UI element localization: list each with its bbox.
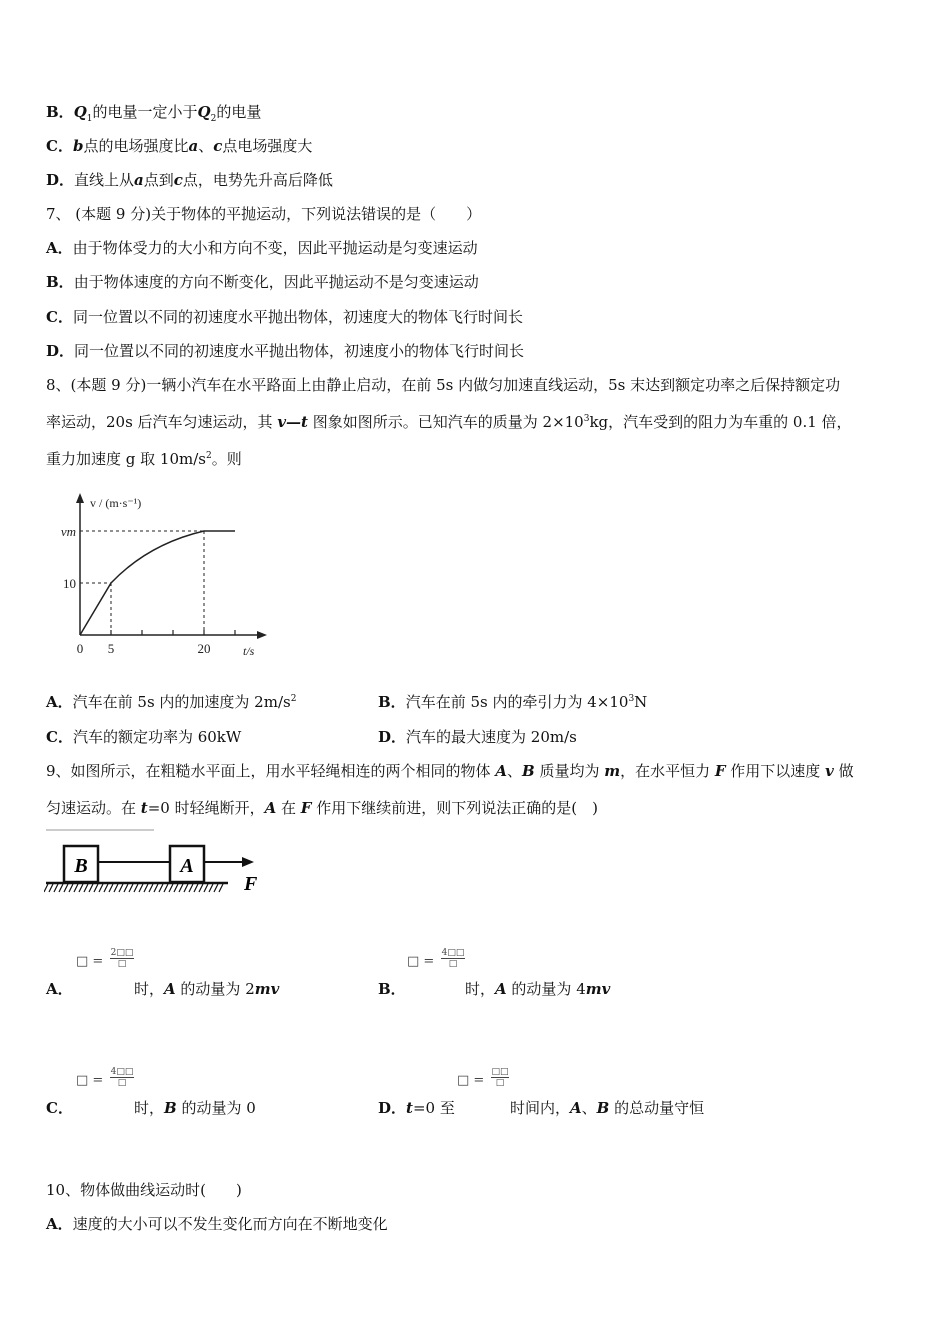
hatch-mark (204, 884, 208, 892)
vt-series-line (80, 531, 235, 635)
hatch-mark (214, 884, 218, 892)
hatch-mark (179, 884, 183, 892)
x-tick-label: 20 (197, 641, 211, 656)
q9-option-b: B． (378, 980, 406, 998)
hatch-mark (99, 884, 103, 892)
q9-option-d: D．t=0 至 (378, 1099, 455, 1117)
q7-option-a: A．由于物体受力的大小和方向不变，因此平抛运动是匀变速运动 (46, 239, 478, 257)
y-axis-arrowhead (76, 493, 84, 503)
q6-option-b: B．$Q_1$的电量一定小于$Q_2$的电量 (46, 103, 262, 124)
force-label: F (244, 873, 258, 895)
hatch-mark (154, 884, 158, 892)
hatch-mark (174, 884, 178, 892)
blocks-diagram (44, 826, 264, 898)
hatch-mark (169, 884, 173, 892)
hatch-mark (114, 884, 118, 892)
hatch-mark (89, 884, 93, 892)
q10-stem: 10、物体做曲线运动时( ) (46, 1181, 242, 1199)
hatch-mark (84, 884, 88, 892)
q7-stem: 7、 (本题 9 分)关于物体的平抛运动，下列说法错误的是（ ） (46, 205, 482, 223)
q8-option-b: B．汽车在前 5s 内的牵引力为 $4\times 10^3N$ (378, 693, 648, 711)
q7-option-b: B．由于物体速度的方向不断变化，因此平抛运动不是匀变速运动 (46, 273, 479, 291)
hatch-mark (54, 884, 58, 892)
hatch-mark (69, 884, 73, 892)
block-b-label: B (74, 855, 88, 877)
q9-option-a: A． (46, 980, 73, 998)
y-tick-label-vm: vm (60, 524, 76, 539)
hatch-mark (119, 884, 123, 892)
hatch-mark (194, 884, 198, 892)
q9-option-c-text: 时，B 的动量为 0 (134, 1099, 256, 1117)
force-arrowhead (242, 857, 254, 867)
hatch-mark (189, 884, 193, 892)
block-a-label: A (180, 855, 194, 877)
hatch-mark (139, 884, 143, 892)
x-tick-label: 5 (107, 641, 115, 656)
vt-chart (52, 485, 277, 670)
q8-stem-line1: 8、(本题 9 分)一辆小汽车在水平路面上由静止启动，在前 5s 内做匀加速直线运动，5s 末达到额定功率之后保持额定功 (46, 376, 841, 394)
y-tick-label-10: 10 (63, 576, 76, 591)
hatch-mark (129, 884, 133, 892)
hatch-mark (124, 884, 128, 892)
q8-stem-line3: 重力加速度 g 取 $10m/s^2$。则 (46, 450, 242, 468)
hatch-mark (134, 884, 138, 892)
hatch-mark (184, 884, 188, 892)
hatch-mark (209, 884, 213, 892)
hatch-mark (144, 884, 148, 892)
hatch-mark (109, 884, 113, 892)
hatch-mark (49, 884, 53, 892)
q9-stem-line1: 9、如图所示，在粗糙水平面上，用水平轻绳相连的两个相同的物体 A、B 质量均为 m，在水平恒力 F 作用下以速度 v 做 (46, 762, 854, 780)
x-tick-label: 0 (76, 641, 84, 656)
q9-option-d-text: 时间内，A、B 的总动量守恒 (510, 1099, 705, 1117)
q8-option-a: A．汽车在前 5s 内的加速度为 $2m/s^2$ (46, 693, 297, 711)
q9-option-b-text: 时，A 的动量为 4mv (465, 980, 611, 998)
q8-option-c: C．汽车的额定功率为 60kW (46, 728, 242, 746)
hatch-mark (199, 884, 203, 892)
hatch-mark (44, 884, 48, 892)
hatch-mark (104, 884, 108, 892)
ground-hatching (44, 884, 223, 892)
q9-stem-line2: 匀速运动。在 t=0 时轻绳断开，A 在 F 作用下继续前进，则下列说法正确的是( ) (46, 799, 598, 817)
q9-option-a-text: 时，A 的动量为 2mv (134, 980, 280, 998)
hatch-mark (59, 884, 63, 892)
hatch-mark (94, 884, 98, 892)
x-axis-label: t/s (243, 644, 255, 658)
hatch-mark (79, 884, 83, 892)
hatch-mark (159, 884, 163, 892)
q6-option-c: C．b点的电场强度比a、c点电场强度大 (46, 137, 313, 155)
q9-option-c: C． (46, 1099, 73, 1117)
x-axis-arrowhead (257, 631, 267, 639)
q8-option-d: D．汽车的最大速度为 20m/s (378, 728, 577, 746)
q7-option-d: D．同一位置以不同的初速度水平抛出物体，初速度小的物体飞行时间长 (46, 342, 525, 360)
q10-option-a: A．速度的大小可以不发生变化而方向在不断地变化 (46, 1215, 388, 1233)
hatch-mark (219, 884, 223, 892)
hatch-mark (64, 884, 68, 892)
q8-stem-line2: 率运动，20s 后汽车匀速运动，其 v—t 图象如图所示。已知汽车的质量为 $2\times 10^3kg$，汽车受到的阻力为车重的 0.1 倍， (46, 413, 852, 431)
hatch-mark (164, 884, 168, 892)
q7-option-c: C．同一位置以不同的初速度水平抛出物体，初速度大的物体飞行时间长 (46, 308, 523, 326)
hatch-mark (74, 884, 78, 892)
q6-option-d: D．直线上从a点到c点，电势先升高后降低 (46, 171, 333, 189)
hatch-mark (149, 884, 153, 892)
y-axis-label: v / (m·s⁻¹) (90, 496, 142, 510)
